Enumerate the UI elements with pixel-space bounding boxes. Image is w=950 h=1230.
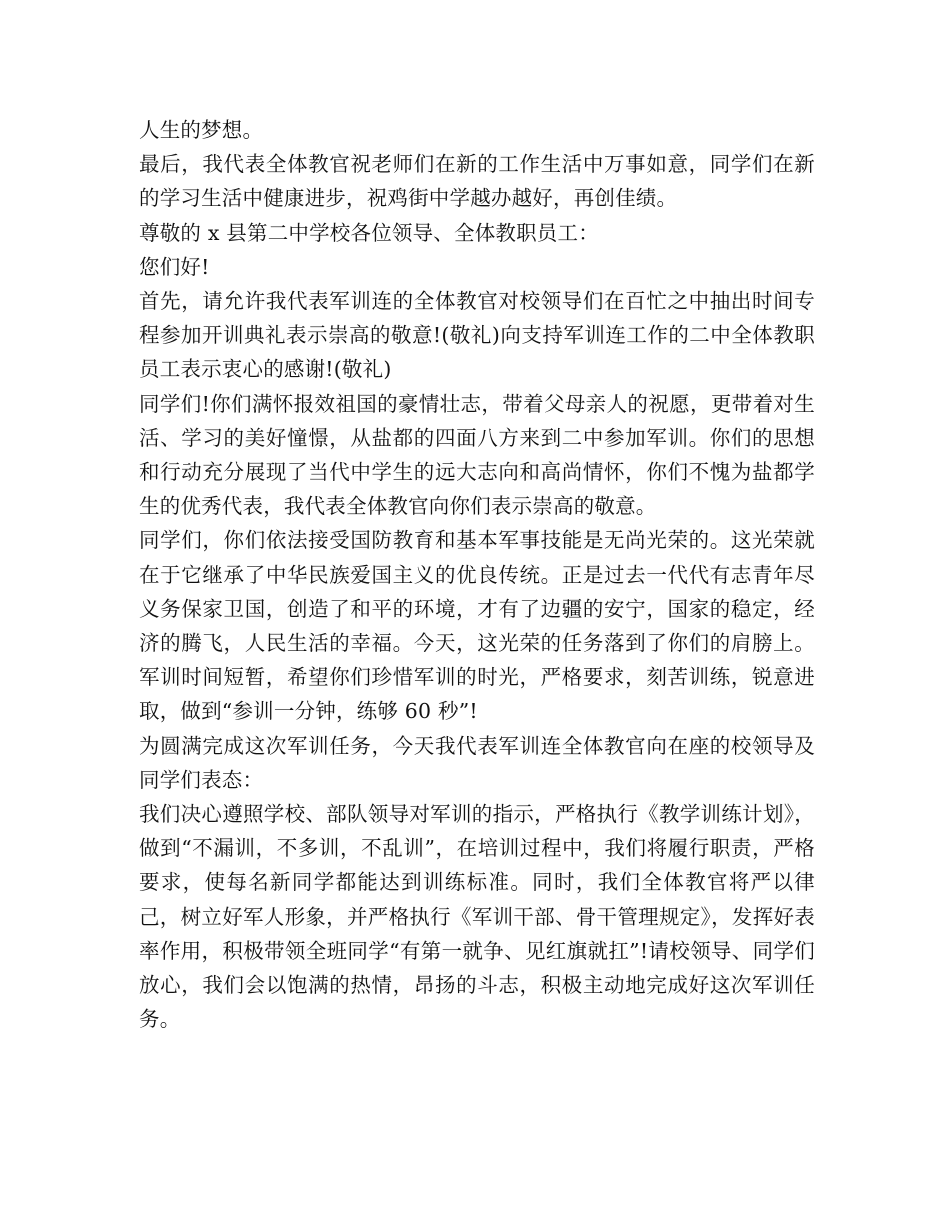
paragraph-honor-of-training: 同学们，你们依法接受国防教育和基本军事技能是无尚光荣的。这光荣就在于它继承了中华民族爱国主义的优良传统。正是过去一代代有志青年尽义务保家卫国，创造了和平的环境，才有了边疆的安宁，国家的稳定，经济的腾飞，人民生活的幸福。今天，这光荣的任务落到了你们的肩膀上。军训时间短暂，希望你们珍惜军训的时光，严格要求，刻苦训练，锐意进取，做到“参训一分钟，练够 60 秒”!: [139, 528, 815, 724]
paragraph-pledge: 我们决心遵照学校、部队领导对军训的指示，严格执行《教学训练计划》，做到“不漏训，不多训，不乱训”，在培训过程中，我们将履行职责，严格要求，使每名新同学都能达到训练标准。同时，我们全体教官将严以律己，树立好军人形象，并严格执行《军训干部、骨干管理规定》，发挥好表率作用，积极带领全班同学“有第一就争、见红旗就扛”!请校领导、同学们放心，我们会以饱满的热情，昂扬的斗志，积极主动地完成好这次军训任务。: [139, 802, 815, 1032]
paragraph-pledge-intro: 为圆满完成这次军训任务，今天我代表军训连全体教官向在座的校领导及同学们表态：: [139, 733, 815, 792]
paragraph-address-students: 同学们!你们满怀报效祖国的豪情壮志，带着父母亲人的祝愿，更带着对生活、学习的美好憧憬，从盐都的四面八方来到二中参加军训。你们的思想和行动充分展现了当代中学生的远大志向和高尚情怀，你们不愧为盐都学生的优秀代表，我代表全体教官向你们表示崇高的敬意。: [139, 391, 815, 519]
paragraph-salutation: 尊敬的 x 县第二中学校各位领导、全体教职员工：: [139, 220, 599, 245]
paragraph-dream-ending: 人生的梦想。: [139, 118, 264, 142]
paragraph-closing-wishes: 最后，我代表全体教官祝老师们在新的工作生活中万事如意，同学们在新的学习生活中健康进步，祝鸡街中学越办越好，再创佳绩。: [139, 152, 815, 211]
paragraph-greeting: 您们好!: [139, 254, 210, 279]
document-body: [139, 113, 815, 1036]
paragraph-thanks-leaders: 首先，请允许我代表军训连的全体教官对校领导们在百忙之中抽出时间专程参加开训典礼表示崇高的敬意!(敬礼)向支持军训连工作的二中全体教职员工表示衷心的感谢!(敬礼): [139, 289, 815, 382]
